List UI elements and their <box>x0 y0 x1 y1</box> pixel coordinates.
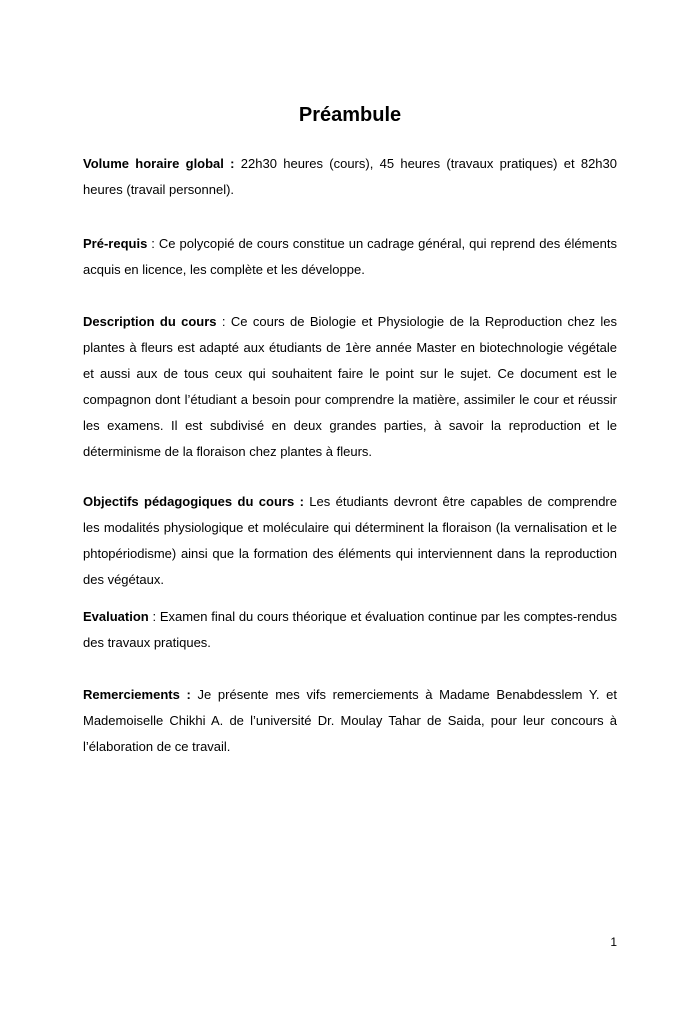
page-title: Préambule <box>298 104 402 126</box>
page-number: 1 <box>610 935 617 949</box>
description-text: : Ce cours de Biologie et Physiologie de la Reproduction chez les plantes à fleurs est adapté aux étudiants de 1ère année Master en biotechnologie végétale et aussi aux de tous ceux qui souhaitent faire le point sur le sujet. Ce document est le compagnon dont l’étudiant a besoin pour comprendre la matière, assimiler le cour et réussir les examens. Il est subdivisé en deux grandes parties, à savoir la reproduction et le déterminisme de la floraison chez plantes à fleurs. <box>83 314 617 459</box>
evaluation-text: : Examen final du cours théorique et évaluation continue par les comptes-rendus des travaux pratiques. <box>83 609 617 650</box>
description-paragraph <box>83 309 617 465</box>
volume-horaire-paragraph <box>83 151 617 203</box>
prerequis-text: : Ce polycopié de cours constitue un cadrage général, qui reprend des éléments acquis en licence, les complète et les développe. <box>83 236 617 277</box>
objectifs-text: Les étudiants devront être capables de comprendre les modalités physiologique et moléculaire qui déterminent la floraison (la vernalisation et le phtopériodisme) ainsi que la formation des éléments qui interviennent dans la reproduction des végétaux. <box>83 494 617 587</box>
evaluation-label: Evaluation <box>83 609 149 624</box>
evaluation-paragraph <box>83 604 617 656</box>
prerequis-paragraph <box>83 231 617 283</box>
remerciements-paragraph <box>83 682 617 760</box>
prerequis-label: Pré-requis <box>83 236 148 251</box>
objectifs-paragraph <box>83 489 617 593</box>
remerciements-label: Remerciements : <box>83 687 191 702</box>
description-label: Description du cours <box>83 314 217 329</box>
volume-horaire-label: Volume horaire global : <box>83 156 235 171</box>
remerciements-text: Je présente mes vifs remerciements à Madame Benabdesslem Y. et Mademoiselle Chikhi A. de l’université Dr. Moulay Tahar de Saida, pour leur concours à l’élaboration de ce travail. <box>83 687 617 754</box>
volume-horaire-text: 22h30 heures (cours), 45 heures (travaux pratiques) et 82h30 heures (travail personnel). <box>83 156 617 197</box>
objectifs-label: Objectifs pédagogiques du cours : <box>83 494 304 509</box>
